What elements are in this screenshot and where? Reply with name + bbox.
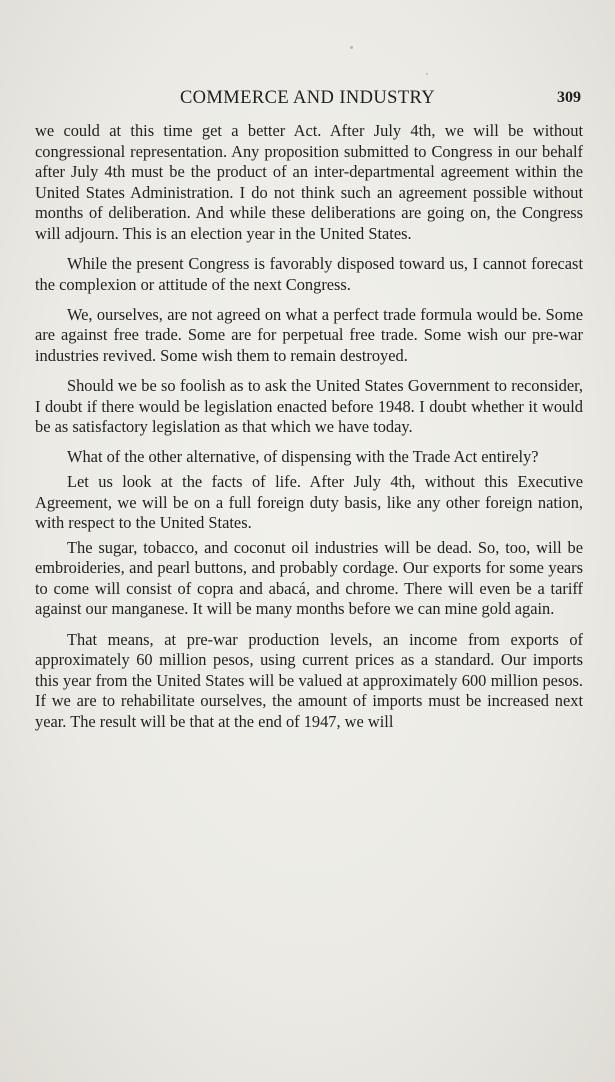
paper-speck <box>350 46 353 49</box>
paper-speck <box>426 73 428 75</box>
paragraph: What of the other alternative, of dispensing with the Trade Act entirely? <box>67 447 539 467</box>
paragraph: We, ourselves, are not agreed on what a perfect trade formula would be. Some are against free trade. Some are for perpetual free trade. Some wish our pre-war industries revived. Some wish them to remain destroyed. <box>35 304 583 365</box>
body-text <box>35 121 583 733</box>
paragraph: That means, at pre-war production levels, an income from exports of approximately 60 million pesos, using current prices as a standard. Our imports this year from the United States will be valued at approximately 600 million pesos. If we are to rehabilitate ourselves, the amount of imports must be increased next year. The result will be that at the end of 1947, we will <box>35 629 583 731</box>
running-head: COMMERCE AND INDUSTRY <box>179 88 436 108</box>
paragraph: While the present Congress is favorably disposed toward us, I cannot forecast the complexion or attitude of the next Congress. <box>35 254 583 294</box>
paragraph: Let us look at the facts of life. After July 4th, without this Executive Agreement, we will be on a full foreign duty basis, like any other foreign nation, with respect to the United States. <box>35 471 583 533</box>
page-header <box>0 88 615 112</box>
page-number: 309 <box>557 89 581 106</box>
paragraph: Should we be so foolish as to ask the United States Government to reconsider, I doubt if there would be legislation enacted before 1948. I doubt whether it would be as satisfactory legislation as that which we have today. <box>35 376 583 437</box>
paragraph: The sugar, tobacco, and coconut oil industries will be dead. So, too, will be embroideries, and pearl buttons, and probably cordage. Our exports for some years to come will consist of copra and abacá, and chrome. There will even be a tariff against our manganese. It will be many months before we can mine gold again. <box>35 537 583 619</box>
paragraph: we could at this time get a better Act. After July 4th, we will be without congressional representation. Any proposition submitted to Congress in our behalf after July 4th must be the product of an inter-departmental agreement within the United States Administration. I do not think such an agreement possible without months of deliberation. And while these deliberations are going on, the Congress will adjourn. This is an election year in the United States. <box>35 121 583 243</box>
